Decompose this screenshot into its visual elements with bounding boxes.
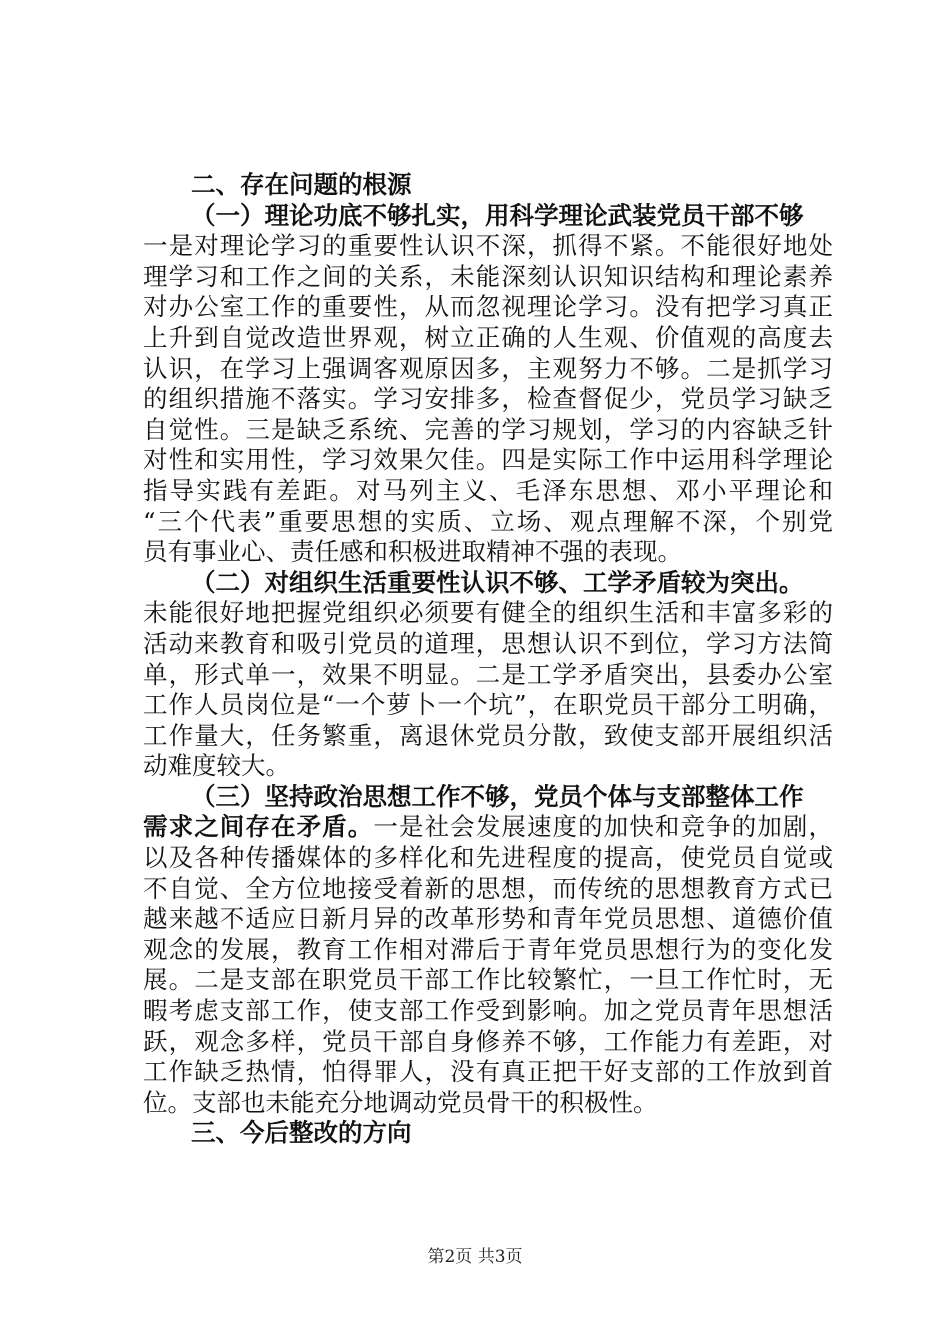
text-line: 未能很好地把握党组织必须要有健全的组织生活和丰富多彩的 — [143, 598, 833, 628]
document-body — [143, 170, 833, 1149]
text-line: 观念的发展，教育工作相对滞后于青年党员思想行为的变化发 — [143, 934, 833, 964]
paragraph-3 — [143, 843, 833, 1118]
text-line: 不自觉、全方位地接受着新的思想，而传统的思想教育方式已 — [143, 873, 833, 903]
subsection-title: （二）对组织生活重要性认识不够、工学矛盾较为突出。 — [191, 567, 804, 597]
text-line: 工作量大，任务繁重，离退休党员分散，致使支部开展组织活 — [143, 720, 833, 750]
subsection-title: （三）坚持政治思想工作不够，党员个体与支部整体工作 — [191, 781, 804, 811]
text-line: 的组织措施不落实。学习安排多，检查督促少，党员学习缺乏 — [143, 384, 833, 414]
text-line: 上升到自觉改造世界观，树立正确的人生观、价值观的高度去 — [143, 322, 833, 352]
text-line: 活动来教育和吸引党员的道理，思想认识不到位，学习方法简 — [143, 628, 833, 658]
subsection-title: （一）理论功底不够扎实，用科学理论武装党员干部不够 — [191, 200, 804, 230]
text-line — [143, 812, 833, 843]
text-line: 以及各种传播媒体的多样化和先进程度的提高，使党员自觉或 — [143, 843, 833, 873]
text-line: 跃，观念多样，党员干部自身修养不够，工作能力有差距，对 — [143, 1026, 833, 1056]
subsection-title-continued: 需求之间存在矛盾。 — [143, 812, 374, 842]
text-line: 对办公室工作的重要性，从而忽视理论学习。没有把学习真正 — [143, 292, 833, 322]
text-line: 一是对理论学习的重要性认识不深，抓得不紧。不能很好地处 — [143, 231, 833, 261]
text-line: 暇考虑支部工作，使支部工作受到影响。加之党员青年思想活 — [143, 996, 833, 1026]
text-line: 认识，在学习上强调客观原因多，主观努力不够。二是抓学习 — [143, 353, 833, 383]
text-line: 动难度较大。 — [143, 751, 290, 781]
page-number: 第2页 共3页 — [427, 1247, 523, 1267]
text-line: 工作人员岗位是“一个萝卜一个坑”，在职党员干部分工明确， — [143, 690, 833, 720]
paragraph-2 — [143, 598, 833, 782]
text-line: 越来越不适应日新月异的改革形势和青年党员思想、道德价值 — [143, 904, 833, 934]
paragraph-1 — [143, 231, 833, 568]
text-line: 自觉性。三是缺乏系统、完善的学习规划，学习的内容缺乏针 — [143, 414, 833, 444]
text-line: 位。支部也未能充分地调动党员骨干的积极性。 — [143, 1087, 658, 1117]
text-line: 员有事业心、责任感和积极进取精神不强的表现。 — [143, 537, 682, 567]
text-line: 指导实践有差距。对马列主义、毛泽东思想、邓小平理论和 — [143, 475, 833, 505]
text-line: 理学习和工作之间的关系，未能深刻认识知识结构和理论素养 — [143, 261, 833, 291]
text-line: 对性和实用性，学习效果欠佳。四是实际工作中运用科学理论 — [143, 445, 833, 475]
text-fragment: 一是社会发展速度的加快和竞争的加剧， — [373, 812, 833, 842]
text-line: “三个代表”重要思想的实质、立场、观点理解不深，个别党 — [143, 506, 833, 536]
section-heading: 三、今后整改的方向 — [191, 1118, 412, 1148]
text-line: 工作缺乏热情，怕得罪人，没有真正把干好支部的工作放到首 — [143, 1057, 833, 1087]
section-heading: 二、存在问题的根源 — [191, 170, 412, 199]
text-line: 单，形式单一，效果不明显。二是工学矛盾突出，县委办公室 — [143, 659, 833, 689]
text-line: 展。二是支部在职党员干部工作比较繁忙，一旦工作忙时，无 — [143, 965, 833, 995]
